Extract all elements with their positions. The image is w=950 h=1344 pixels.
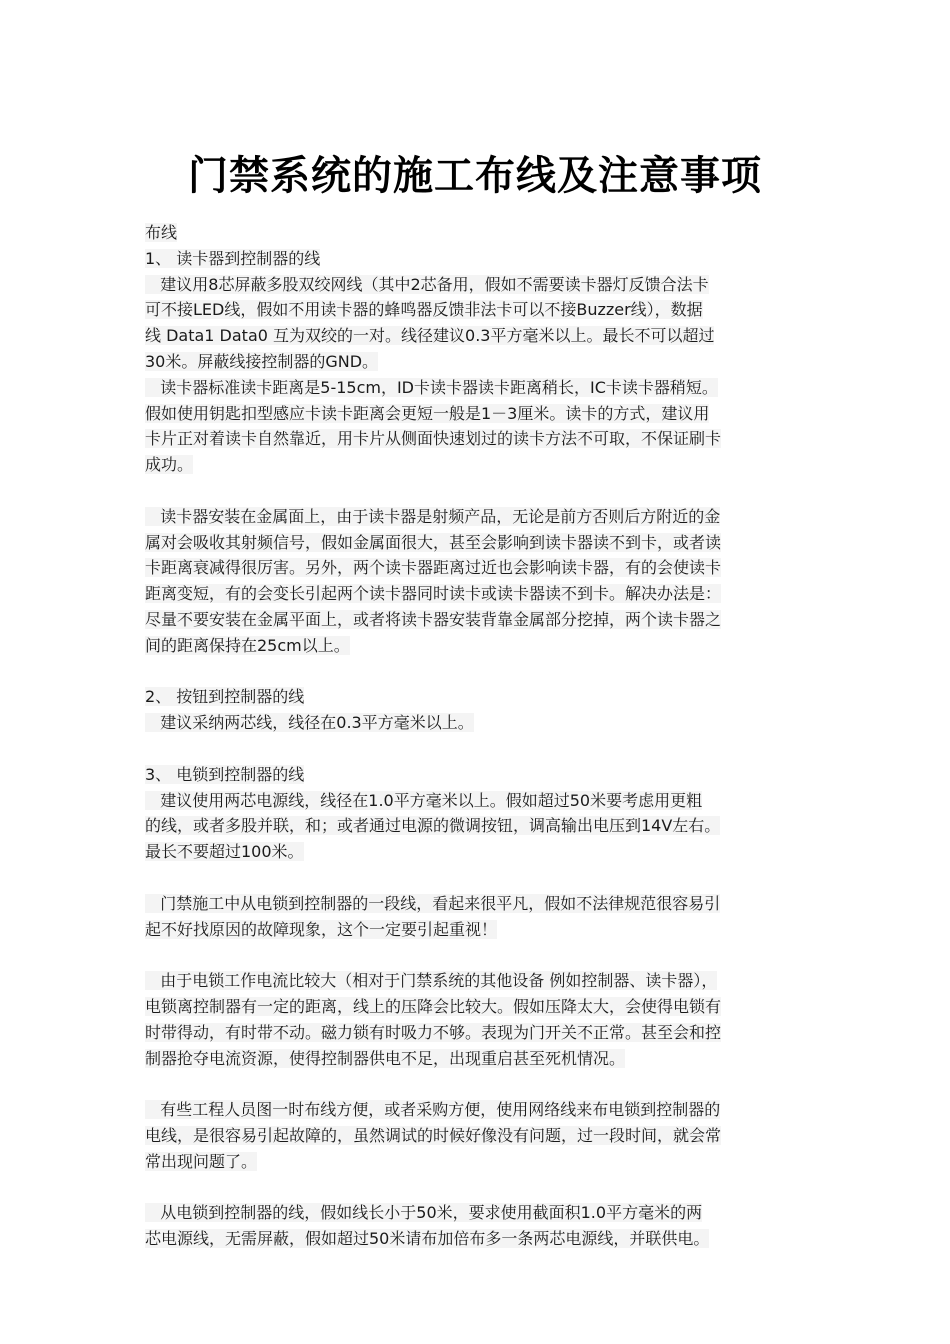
text-line (145, 581, 835, 607)
blank-line (145, 659, 835, 685)
text-line (145, 917, 835, 943)
text-line (145, 1020, 835, 1046)
text-line (145, 710, 835, 736)
text-line (145, 323, 835, 349)
text-line (145, 220, 835, 246)
text-line-content: 间的距离保持在25cm以上。 (145, 635, 350, 655)
text-line-content: 芯电源线，无需屏蔽，假如超过50米请布加倍布多一条两芯电源线，并联供电。 (145, 1229, 710, 1249)
text-line-content: 属对会吸收其射频信号，假如金属面很大，甚至会影响到读卡器读不到卡，或者读 (145, 532, 722, 552)
text-line (145, 788, 835, 814)
text-line (145, 452, 835, 478)
text-line-content: 有些工程人员图一时布线方便，或者采购方便，使用网络线来布电锁到控制器的 (145, 1100, 721, 1120)
text-line-content: 30米。屏蔽线接控制器的GND。 (145, 351, 379, 371)
text-line-content: 建议用8芯屏蔽多股双绞网线（其中2芯备用，假如不需要读卡器灯反馈合法卡 (145, 274, 709, 294)
blank-line (145, 1174, 835, 1200)
text-line (145, 349, 835, 375)
text-line (145, 555, 835, 581)
text-line (145, 968, 835, 994)
text-line-content: 由于电锁工作电流比较大（相对于门禁系统的其他设备 例如控制器、读卡器）， (145, 971, 718, 991)
text-line-content: 线 Data1 Data0 互为双绞的一对。线径建议0.3平方毫米以上。最长不可以超过 (145, 326, 715, 346)
text-line-content: 的线，或者多股并联，和；或者通过电源的微调按钮，调高输出电压到14V左右。 (145, 816, 721, 836)
text-line-content: 1、 读卡器到控制器的线 (145, 248, 321, 268)
blank-line (145, 478, 835, 504)
text-line (145, 1149, 835, 1175)
text-line-content: 可不接LED线，假如不用读卡器的蜂鸣器反馈非法卡可以不接Buzzer线），数据 (145, 300, 703, 320)
text-line-content: 读卡器标准读卡距离是5-15cm，ID卡读卡器读卡距离稍长，IC卡读卡器稍短。 (145, 377, 718, 397)
text-line (145, 504, 835, 530)
text-line (145, 272, 835, 298)
text-line (145, 994, 835, 1020)
text-line-content: 电锁离控制器有一定的距离，线上的压降会比较大。假如压降太大，会使得电锁有 (145, 996, 722, 1016)
text-line-content: 建议使用两芯电源线，线径在1.0平方毫米以上。假如超过50米要考虑用更粗 (145, 790, 703, 810)
text-line (145, 762, 835, 788)
text-line-content: 卡距离衰减得很厉害。另外，两个读卡器距离过近也会影响读卡器，有的会使读卡 (145, 558, 722, 578)
text-line-content: 假如使用钥匙扣型感应卡读卡距离会更短一般是1－3厘米。读卡的方式，建议用 (145, 403, 710, 423)
text-line (145, 839, 835, 865)
blank-line (145, 736, 835, 762)
text-line-content: 电线，是很容易引起故障的，虽然调试的时候好像没有问题，过一段时间，就会常 (145, 1125, 722, 1145)
text-line-content: 从电锁到控制器的线，假如线长小于50米，要求使用截面积1.0平方毫米的两 (145, 1203, 703, 1223)
text-line-content: 制器抢夺电流资源，使得控制器供电不足，出现重启甚至死机情况。 (145, 1048, 626, 1068)
text-line-content: 卡片正对着读卡自然靠近，用卡片从侧面快速划过的读卡方法不可取，不保证刷卡 (145, 429, 722, 449)
text-line (145, 891, 835, 917)
text-line-content: 建议采纳两芯线，线径在0.3平方毫米以上。 (145, 713, 474, 733)
text-line (145, 1046, 835, 1072)
text-line-content: 3、 电锁到控制器的线 (145, 764, 305, 784)
text-line (145, 607, 835, 633)
text-line-content: 2、 按钮到控制器的线 (145, 687, 305, 707)
blank-line (145, 865, 835, 891)
text-line-content: 门禁施工中从电锁到控制器的一段线，看起来很平凡，假如不法律规范很容易引 (145, 893, 721, 913)
text-line (145, 375, 835, 401)
blank-line (145, 942, 835, 968)
text-line (145, 426, 835, 452)
document-body (145, 220, 835, 1252)
text-line (145, 684, 835, 710)
text-line (145, 297, 835, 323)
text-line-content: 成功。 (145, 455, 194, 475)
text-line (145, 1200, 835, 1226)
text-line-content: 起不好找原因的故障现象，这个一定要引起重视！ (145, 919, 498, 939)
text-line-content: 常出现问题了。 (145, 1151, 258, 1171)
document-title: 门禁系统的施工布线及注意事项 (188, 152, 762, 199)
text-line-content: 最长不要超过100米。 (145, 842, 304, 862)
text-line-content: 时带得动，有时带不动。磁力锁有时吸力不够。表现为门开关不正常。甚至会和控 (145, 1022, 722, 1042)
text-line-content: 尽量不要安装在金属平面上，或者将读卡器安装背靠金属部分挖掉，两个读卡器之 (145, 609, 722, 629)
text-line (145, 530, 835, 556)
text-line-content: 布线 (145, 223, 178, 242)
text-line-content: 距离变短，有的会变长引起两个读卡器同时读卡或读卡器读不到卡。解决办法是： (145, 584, 722, 604)
text-line (145, 246, 835, 272)
text-line (145, 813, 835, 839)
text-line (145, 633, 835, 659)
text-line (145, 1097, 835, 1123)
text-line (145, 1226, 835, 1252)
text-line (145, 401, 835, 427)
text-line (145, 1123, 835, 1149)
blank-line (145, 1071, 835, 1097)
text-line-content: 读卡器安装在金属面上，由于读卡器是射频产品，无论是前方否则后方附近的金 (145, 506, 721, 526)
